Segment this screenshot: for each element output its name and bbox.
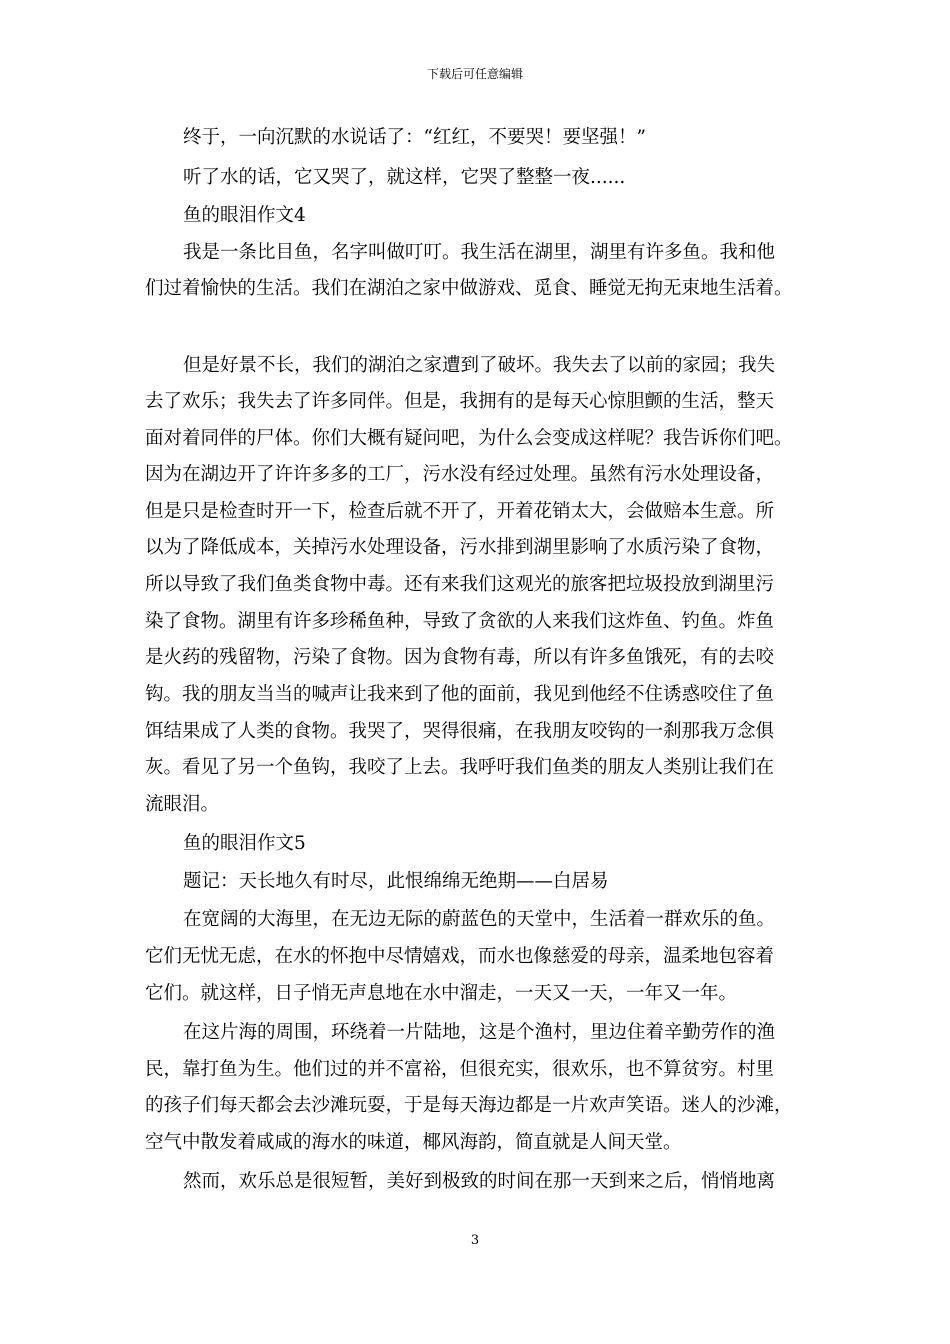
text-line: 我是一条比目鱼，名字叫做叮叮。我生活在湖里，湖里有许多鱼。我和他 — [183, 242, 776, 263]
text-line: 终于，一向沉默的水说话了：“红红，不要哭！要坚强！” — [183, 127, 646, 148]
text-line: 听了水的话，它又哭了，就这样，它哭了整整一夜...... — [183, 167, 626, 188]
text-line: 它们无忧无虑，在水的怀抱中尽情嬉戏，而水也像慈爱的母亲，温柔地包容着 — [145, 946, 775, 967]
text-line: 但是只是检查时开一下，检查后就不开了，开着花销太大，会做赔本生意。所 — [145, 501, 775, 522]
text-line: 以为了降低成本，关掉污水处理设备，污水排到湖里影响了水质污染了食物， — [145, 537, 775, 558]
text-line: 民，靠打鱼为生。他们过的并不富裕，但很充实，很欢乐，也不算贫穷。村里 — [145, 1059, 775, 1080]
text-line: 在宽阔的大海里，在无边无际的蔚蓝色的天堂中，生活着一群欢乐的鱼。 — [183, 909, 776, 930]
text-line: 们过着愉快的生活。我们在湖泊之家中做游戏、觅食、睡觉无拘无束地生活着。 — [145, 278, 793, 299]
text-line: 的孩子们每天都会去沙滩玩耍，于是每天海边都是一片欢声笑语。迷人的沙滩， — [145, 1095, 793, 1116]
text-line: 在这片海的周围，环绕着一片陆地，这是个渔村，里边住着辛勤劳作的渔 — [183, 1022, 776, 1043]
page-number: 3 — [470, 1233, 480, 1248]
text-line: 面对着同伴的尸体。你们大概有疑问吧，为什么会变成这样呢？我告诉你们吧。 — [145, 428, 793, 449]
epigraph: 题记：天长地久有时尽，此恨绵绵无绝期——白居易 — [183, 871, 609, 892]
text-line: 灰。看见了另一个鱼钩，我咬了上去。我呼吁我们鱼类的朋友人类别让我们在 — [145, 757, 775, 778]
text-line: 所以导致了我们鱼类食物中毒。还有来我们这观光的旅客把垃圾投放到湖里污 — [145, 574, 775, 595]
text-line: 是火药的残留物，污染了食物。因为食物有毒，所以有许多鱼饿死，有的去咬 — [145, 647, 775, 668]
text-line: 因为在湖边开了许许多多的工厂，污水没有经过处理。虽然有污水处理设备， — [145, 464, 775, 485]
text-line: 钩。我的朋友当当的喊声让我来到了他的面前，我见到他经不住诱惑咬住了鱼 — [145, 684, 775, 705]
text-line: 流眼泪。 — [145, 794, 220, 815]
text-line: 但是好景不长，我们的湖泊之家遭到了破坏。我失去了以前的家园；我失 — [183, 355, 776, 376]
text-line: 它们。就这样，日子悄无声息地在水中溜走，一天又一天，一年又一年。 — [145, 983, 738, 1004]
section-heading: 鱼的眼泪作文4 — [183, 205, 306, 226]
text-line: 去了欢乐；我失去了许多同伴。但是，我拥有的是每天心惊胆颤的生活，整天 — [145, 391, 775, 412]
text-line: 饵结果成了人类的食物。我哭了，哭得很痛，在我朋友咬钩的一刹那我万念俱 — [145, 721, 775, 742]
text-line: 然而，欢乐总是很短暂，美好到极致的时间在那一天到来之后，悄悄地离 — [183, 1171, 776, 1192]
text-line: 空气中散发着咸咸的海水的味道，椰风海韵，简直就是人间天堂。 — [145, 1132, 682, 1153]
section-heading: 鱼的眼泪作文5 — [183, 833, 306, 854]
text-line: 染了食物。湖里有许多珍稀鱼种，导致了贪欲的人来我们这炸鱼、钓鱼。炸鱼 — [145, 611, 775, 632]
page-header: 下载后可任意编辑 — [426, 67, 523, 81]
